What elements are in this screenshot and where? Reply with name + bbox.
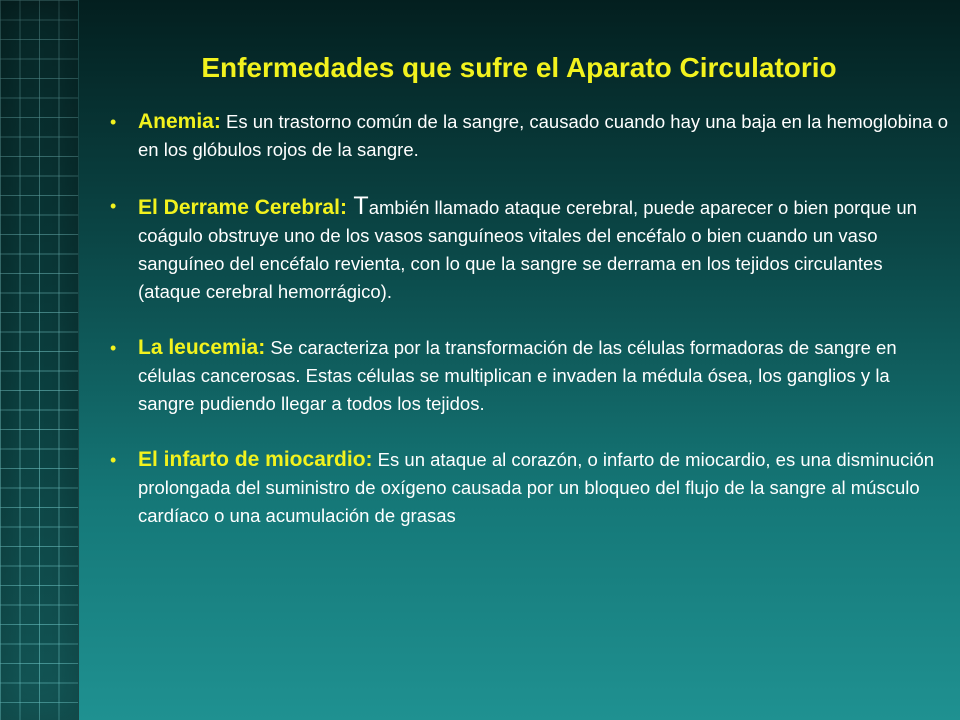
bullet-icon: • bbox=[110, 112, 117, 132]
term-anemia: Anemia: bbox=[138, 110, 221, 133]
slide-title: Enfermedades que sufre el Aparato Circulatorio bbox=[201, 52, 837, 83]
definition-anemia: Es un trastorno común de la sangre, causado cuando hay una baja en la hemoglobina o en los glóbulos rojos de la sangre. bbox=[138, 111, 948, 160]
term-infarto-miocardio: El infarto de miocardio: bbox=[138, 448, 373, 471]
bullet-item-leucemia bbox=[110, 334, 950, 418]
definition-leucemia: Se caracteriza por la transformación de las células formadoras de sangre en células cancerosas. Estas células se multiplican e invaden la médula ósea, los ganglios y la sangre pudiendo llegar a todos los tejidos. bbox=[138, 337, 897, 414]
bullet-icon: • bbox=[110, 450, 117, 470]
decorative-grid-strip bbox=[0, 0, 79, 720]
bullet-icon: • bbox=[110, 196, 117, 216]
bullet-item-anemia bbox=[110, 108, 950, 164]
bullet-item-infarto-miocardio bbox=[110, 446, 950, 530]
definition-initial-letter: T bbox=[346, 192, 369, 220]
term-derrame-cerebral: El Derrame Cerebral: bbox=[138, 196, 347, 219]
bullet-icon: • bbox=[110, 338, 117, 358]
bullet-list bbox=[110, 108, 950, 558]
definition-derrame-cerebral: ambién llamado ataque cerebral, puede aparecer o bien porque un coágulo obstruye uno de los vasos sanguíneos vitales del encéfalo o bien cuando un vaso sanguíneo del encéfalo revienta, con lo que la sangre se derrama en los tejidos circulantes (ataque cerebral hemorrágico). bbox=[138, 197, 917, 302]
bullet-item-derrame-cerebral bbox=[110, 192, 950, 306]
definition-infarto-miocardio: Es un ataque al corazón, o infarto de miocardio, es una disminución prolongada del suministro de oxígeno causada por un bloqueo del flujo de la sangre al músculo cardíaco o una acumulación de grasas bbox=[138, 449, 935, 526]
term-leucemia: La leucemia: bbox=[138, 336, 266, 359]
